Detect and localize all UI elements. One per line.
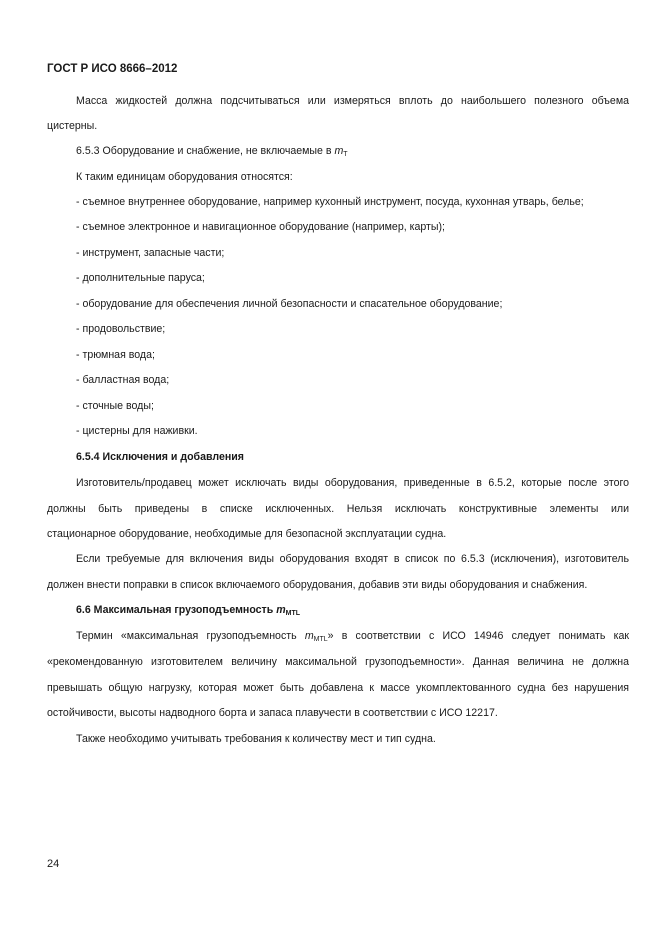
list-item: - съемное электронное и навигационное оборудование (например, карты); [76, 221, 445, 233]
document-header: ГОСТ Р ИСО 8666–2012 [47, 63, 178, 75]
list-item: - сточные воды; [76, 400, 154, 412]
paragraph-term-line4: остойчивости, высоты надводного борта и запаса плавучести в соответствии с ИСО 12217. [47, 707, 498, 719]
paragraph-exclusions-line2: должны быть приведены в списке исключенных. Нельзя исключать конструктивные элементы или [47, 503, 629, 515]
list-item: - инструмент, запасные части; [76, 247, 225, 259]
term-text-a: Термин «максимальная грузоподъемность [76, 630, 305, 642]
list-item: - балластная вода; [76, 374, 170, 386]
paragraph-amendments-line2: должен внести поправки в список включаемого оборудования, добавив эти виды оборудования и снабжения. [47, 579, 588, 591]
paragraph-term-line2: «рекомендованную изготовителем величину максимальной грузоподъемности». Данная величина не должна [47, 656, 629, 668]
paragraph-term-line3: превышать общую нагрузку, которая может быть добавлена к массе укомплектованного судна без нарушения [47, 682, 629, 694]
list-item: - цистерны для наживки. [76, 425, 198, 437]
section-6-5-3-var: m [334, 145, 344, 157]
page-number: 24 [47, 858, 60, 870]
term-var: m [304, 630, 314, 642]
paragraph-exclusions-line3: стационарное оборудование, необходимые для безопасной эксплуатации судна. [47, 528, 447, 540]
term-text-b: » в соответствии с ИСО 14946 следует понимать как [327, 630, 629, 642]
list-item: - оборудование для обеспечения личной безопасности и спасательное оборудование; [76, 298, 503, 310]
term-sub: MTL [313, 636, 328, 643]
list-item: - дополнительные паруса; [76, 272, 205, 284]
section-6-6-var: m [276, 604, 286, 616]
section-6-5-3-heading [76, 145, 348, 161]
section-6-5-4-heading: 6.5.4 Исключения и добавления [76, 451, 244, 463]
section-6-6-text: 6.6 Максимальная грузоподъемность [76, 604, 277, 616]
list-item: - продовольствие; [76, 323, 166, 335]
paragraph-mass-line1: Масса жидкостей должна подсчитываться или измеряться вплоть до наибольшего полезного объема [76, 95, 629, 107]
section-6-6-heading [76, 604, 300, 620]
list-item: - съемное внутреннее оборудование, например кухонный инструмент, посуда, кухонная утварь, белье; [76, 196, 584, 208]
list-item: - трюмная вода; [76, 349, 155, 361]
paragraph-mass-line2: цистерны. [47, 120, 98, 132]
paragraph-seats: Также необходимо учитывать требования к количеству мест и тип судна. [76, 733, 436, 745]
paragraph-term-line1 [76, 630, 629, 646]
paragraph-exclusions-line1: Изготовитель/продавец может исключать виды оборудования, приведенные в 6.5.2, которые после этого [76, 477, 629, 489]
section-6-5-3-sub: T [343, 151, 348, 158]
paragraph-intro-list: К таким единицам оборудования относятся: [76, 171, 293, 183]
section-6-5-3-text: 6.5.3 Оборудование и снабжение, не включаемые в [76, 145, 335, 157]
paragraph-amendments-line1: Если требуемые для включения виды оборудования входят в список по 6.5.3 (исключения), изготовитель [76, 553, 629, 565]
section-6-6-sub: MTL [285, 610, 301, 617]
